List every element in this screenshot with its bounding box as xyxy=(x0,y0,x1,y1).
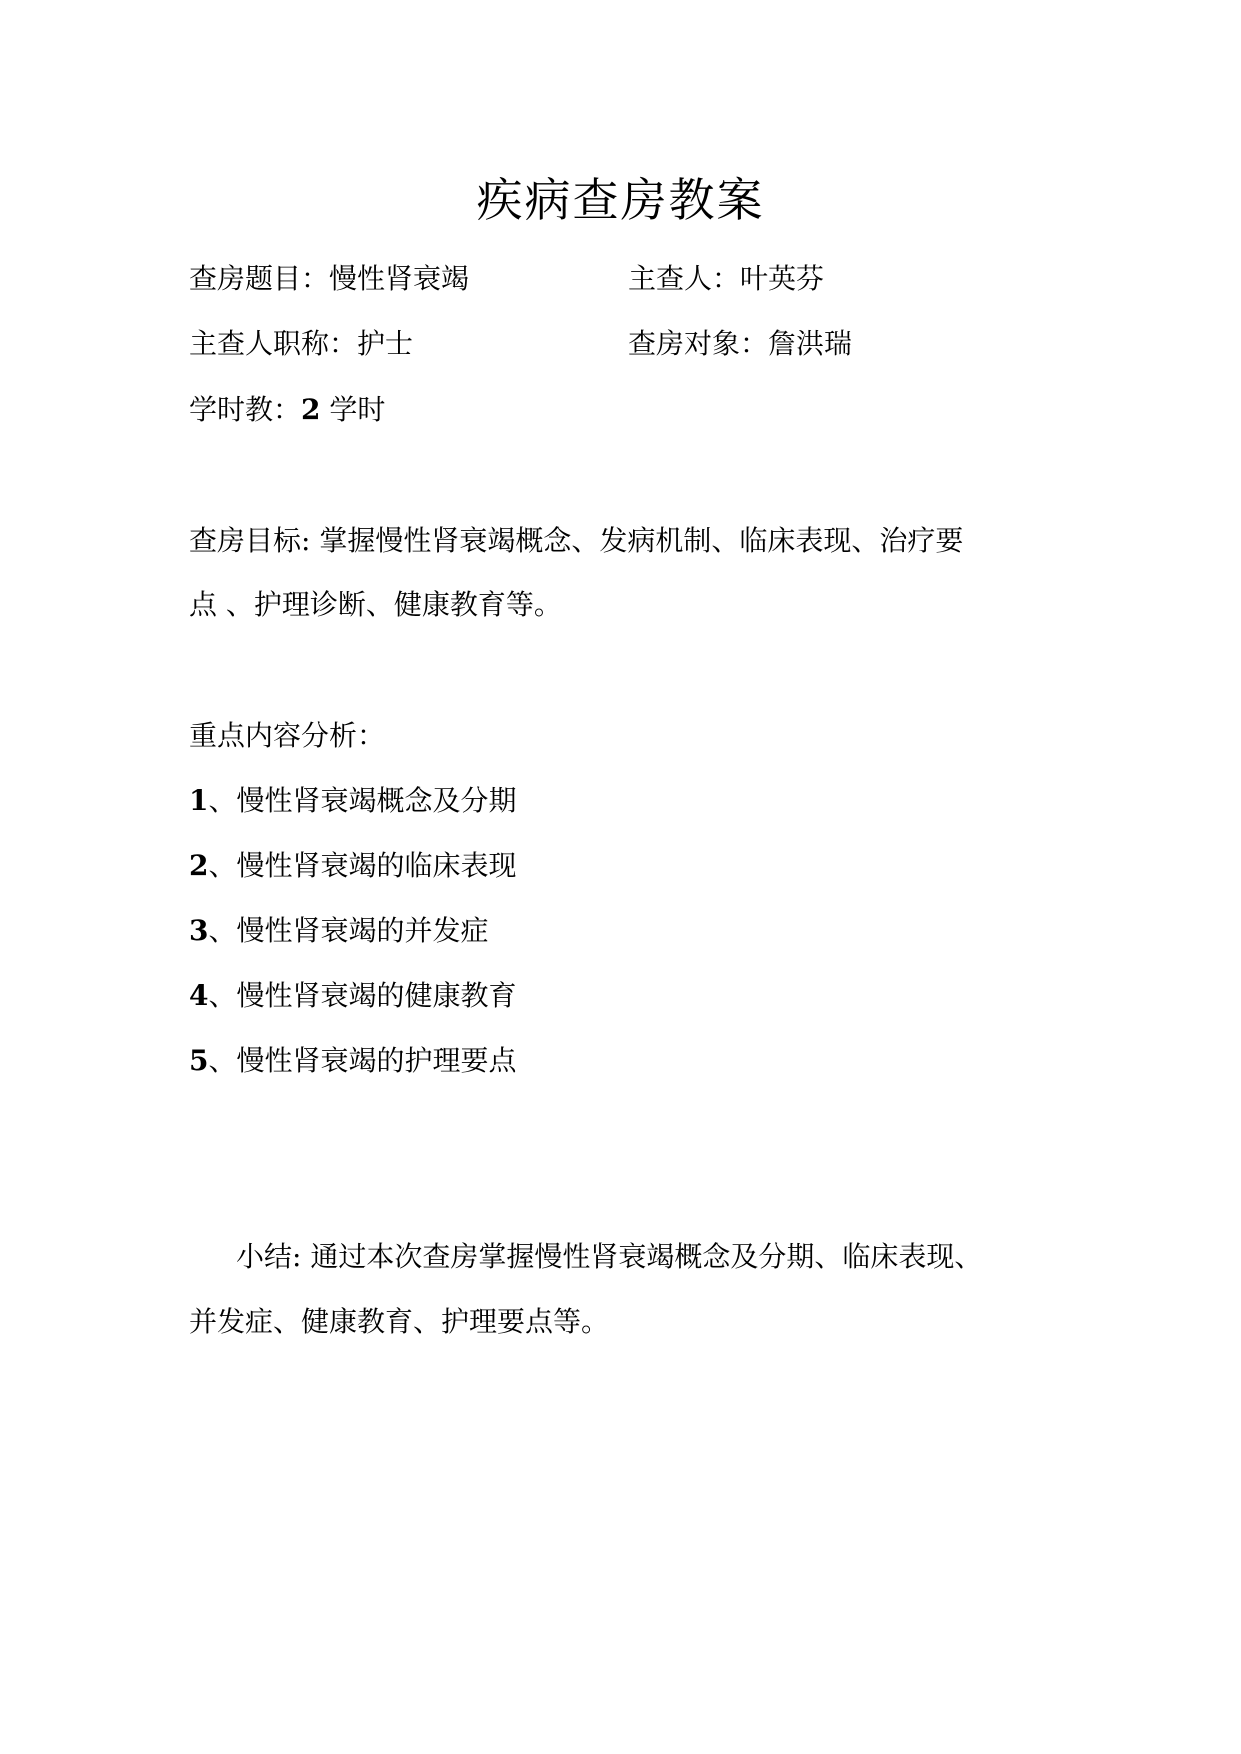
topic-value: 慢性肾衰竭 xyxy=(329,262,470,295)
host-value: 叶英芬 xyxy=(740,262,825,295)
document-title: 疾病查房教案 xyxy=(476,173,765,227)
key-points-heading: 重点内容分析： xyxy=(189,719,386,752)
host-label: 主查人： xyxy=(628,262,741,295)
key-point-text: 、慢性肾衰竭的健康教育 xyxy=(208,979,517,1012)
key-point-text: 、慢性肾衰竭的护理要点 xyxy=(208,1044,517,1077)
key-point-item xyxy=(189,976,517,1016)
key-point-item xyxy=(189,1041,517,1081)
host-field xyxy=(628,259,824,299)
key-point-text: 、慢性肾衰竭概念及分期 xyxy=(208,784,517,817)
hours-number: 2 xyxy=(301,393,321,426)
host-title-label: 主查人职称： xyxy=(189,327,358,360)
topic-field xyxy=(189,259,469,299)
objective-line-1: 查房目标: 掌握慢性肾衰竭概念、发病机制、临床表现、治疗要 xyxy=(189,524,964,557)
subject-field xyxy=(628,324,852,364)
host-title-field xyxy=(189,324,413,364)
hours-unit: 学时 xyxy=(320,393,386,426)
objective-line-2: 点 、护理诊断、健康教育等。 xyxy=(189,588,562,621)
key-point-number: 5 xyxy=(189,1044,209,1077)
subject-label: 查房对象： xyxy=(628,327,769,360)
key-point-item xyxy=(189,911,489,951)
key-point-text: 、慢性肾衰竭的临床表现 xyxy=(208,849,517,882)
key-point-item xyxy=(189,781,517,821)
subject-value: 詹洪瑞 xyxy=(768,327,853,360)
key-point-number: 2 xyxy=(189,849,209,882)
summary-line-2: 并发症、健康教育、护理要点等。 xyxy=(189,1305,610,1338)
key-point-text: 、慢性肾衰竭的并发症 xyxy=(208,914,489,947)
key-point-item xyxy=(189,846,517,886)
hours-field xyxy=(189,390,385,430)
hours-label: 学时教： xyxy=(189,393,302,426)
key-point-number: 1 xyxy=(189,784,209,817)
key-point-number: 3 xyxy=(189,914,209,947)
host-title-value: 护士 xyxy=(357,327,414,360)
key-point-number: 4 xyxy=(189,979,209,1012)
summary-line-1: 小结: 通过本次查房掌握慢性肾衰竭概念及分期、临床表现、 xyxy=(236,1240,983,1273)
topic-label: 查房题目： xyxy=(189,262,330,295)
